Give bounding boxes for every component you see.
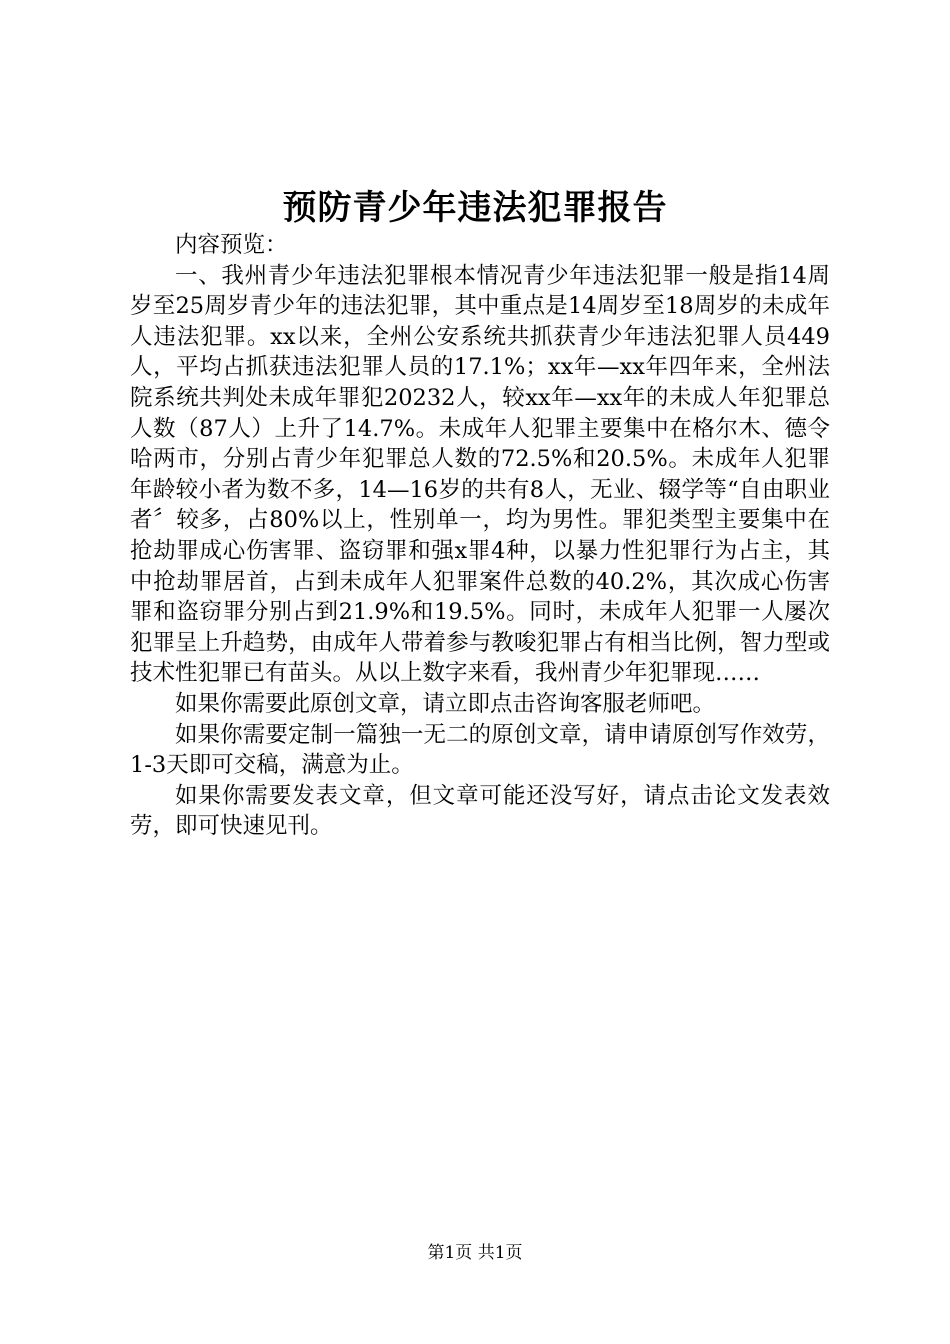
document-body <box>130 230 830 842</box>
body-paragraph-custom-writing: 如果你需要定制一篇独一无二的原创文章，请申请原创写作效劳，1-3天即可交稿，满意为止。 <box>130 721 830 779</box>
body-paragraph-consult: 如果你需要此原创文章，请立即点击咨询客服老师吧。 <box>175 690 716 717</box>
body-paragraph-publishing: 如果你需要发表文章，但文章可能还没写好，请点击论文发表效劳，即可快速见刊。 <box>130 782 830 840</box>
body-paragraph-summary: 一、我州青少年违法犯罪根本情况青少年违法犯罪一般是指14周岁至25周岁青少年的违法犯罪，其中重点是14周岁至18周岁的未成年人违法犯罪。xx以来，全州公安系统共抓获青少年违法犯罪人员449人，平均占抓获违法犯罪人员的17.1%；xx年—xx年四年来，全州法院系统共判处未成年罪犯20232人，较xx年—xx年的未成人年犯罪总人数（87人）上升了14.7%。未成年人犯罪主要集中在格尔木、德令哈两市，分别占青少年犯罪总人数的72.5%和20.5%。未成年人犯罪年龄较小者为数不多，14—16岁的共有8人，无业、辍学等“自由职业者〞较多，占80%以上，性别单一，均为男性。罪犯类型主要集中在抢劫罪成心伤害罪、盗窃罪和强x罪4种，以暴力性犯罪行为占主，其中抢劫罪居首，占到未成年人犯罪案件总数的40.2%，其次成心伤害罪和盗窃罪分别占到21.9%和19.5%。同时，未成年人犯罪一人屡次犯罪呈上升趋势，由成年人带着参与教唆犯罪占有相当比例，智力型或技术性犯罪已有苗头。从以上数字来看，我州青少年犯罪现…… <box>130 262 830 687</box>
preview-label: 内容预览： <box>175 232 288 258</box>
page-title: 预防青少年违法犯罪报告 <box>282 188 668 228</box>
page-number-footer: 第1页 共1页 <box>427 1243 523 1263</box>
